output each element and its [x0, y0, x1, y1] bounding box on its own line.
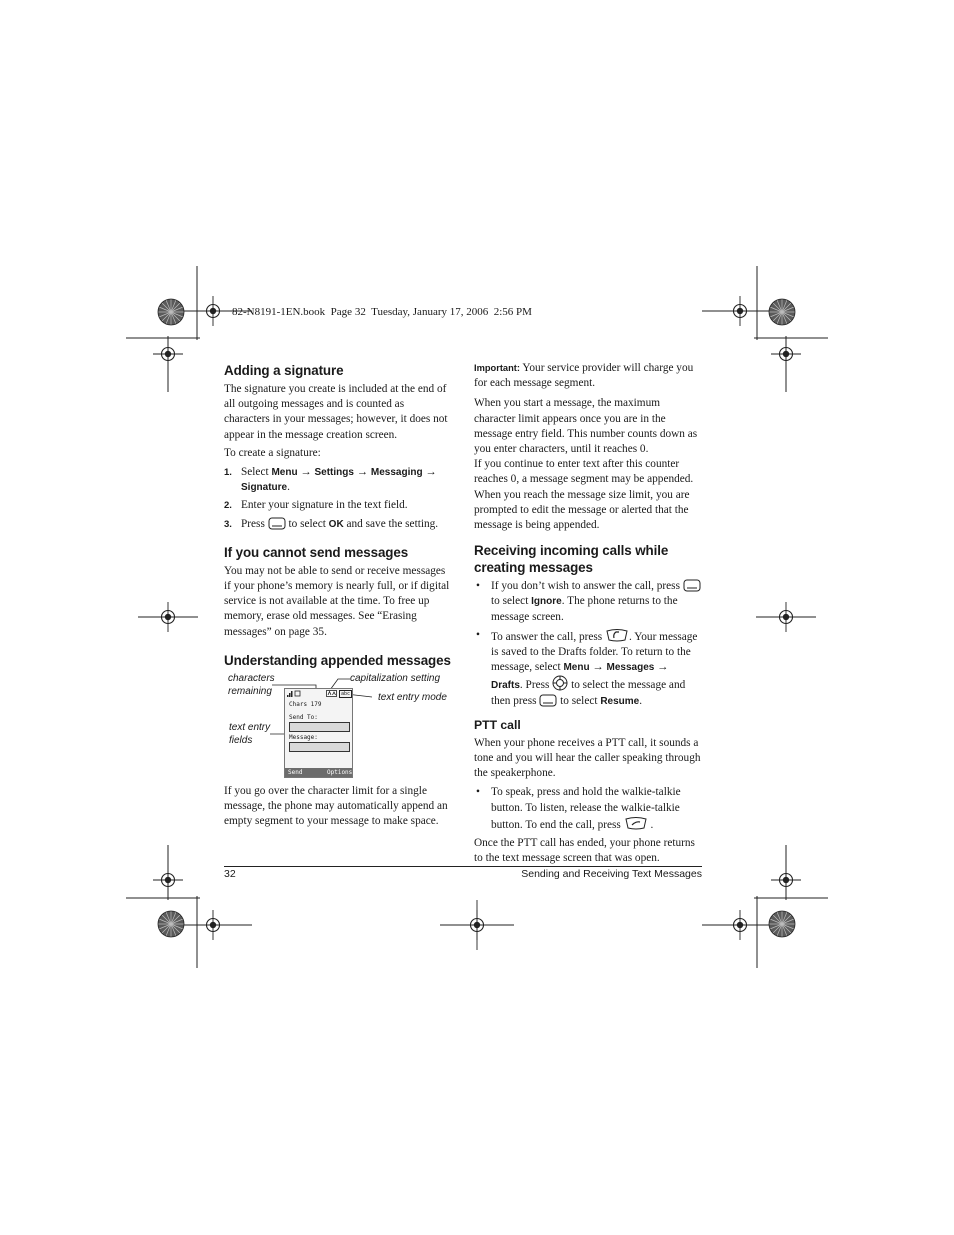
limit-text-1: When you start a message, the maximum character limit appears once you are in the message entry field. This number counts down as you enter characters, until it reaches 0. — [474, 397, 698, 456]
footer-chapter: Sending and Receiving Text Messages — [521, 868, 702, 880]
cannot-send-heading: If you cannot send messages — [224, 544, 409, 560]
callout-capitalization: capitalization setting — [350, 673, 441, 684]
phone-screen — [284, 688, 353, 778]
signature-create-lead: To create a signature: — [224, 446, 321, 459]
callout-text-entry-mode: text entry mode — [378, 692, 447, 703]
send-key-icon — [605, 628, 629, 643]
text-mode-badge: abc — [341, 691, 351, 697]
step-2: 2. Enter your signature in the text field. — [224, 499, 408, 512]
step-1: 1. Select Menu → Settings → Messaging → Signature. — [224, 466, 437, 494]
callout-characters-remaining: characters remaining — [228, 673, 275, 697]
signal-icon — [287, 690, 303, 697]
appended-text: If you go over the character limit for a single message, the phone may automatically append an empty segment to your message to make space. — [224, 785, 448, 828]
important-note: Important: Your service provider will charge you for each message segment. — [474, 362, 694, 390]
footer-page-number: 32 — [224, 868, 236, 880]
print-header: 82-N8191-1EN.book Page 32 Tuesday, January 17, 2006 2:56 PM — [232, 306, 532, 318]
signature-intro: The signature you create is included at the end of all outgoing messages and is counted as characters in your messages; however, it does not appear in the message creation screen. — [224, 383, 448, 441]
signature-heading: Adding a signature — [224, 363, 344, 378]
ptt-bullets — [474, 785, 702, 833]
cannot-send-text: You may not be able to send or receive messages if your phone’s memory is nearly full, or if digital service is not available at the time. To free up memory, erase old messages. See “Erasing messages” on page 35. — [224, 564, 450, 638]
softkey-send[interactable]: Send — [288, 769, 303, 776]
softkey-icon — [683, 579, 701, 592]
bullet-ignore: • If you don’t wish to answer the call, press to select Ignore. The phone returns to the message screen. — [474, 579, 702, 625]
step-3: 3. Press to select OK and save the setting. — [224, 517, 439, 530]
footer-rule — [224, 866, 702, 867]
nav-key-icon — [552, 675, 568, 691]
ptt-heading: PTT call — [474, 717, 521, 732]
screen-chars: Chars 179 — [289, 701, 322, 708]
screen-sendto-label: Send To: — [289, 714, 318, 721]
incoming-heading: Receiving incoming calls while creating messages — [474, 543, 669, 576]
ptt-text: When your phone receives a PTT call, it sounds a tone and you will hear the caller speaking through the speakerphone. — [474, 736, 701, 780]
right-column — [474, 361, 702, 866]
callout-text-entry-fields: text entry fields — [229, 722, 271, 746]
softkey-icon — [539, 694, 557, 707]
end-key-icon — [624, 816, 648, 831]
ptt-end-text: Once the PTT call has ended, your phone returns to the text message screen that was open. — [474, 837, 695, 865]
incoming-bullets — [474, 579, 702, 709]
capitalization-icon — [326, 690, 337, 697]
limit-text-2: If you continue to enter text after this counter reaches 0, a message segment may be appended. When you reach the message size limit, you are prompted to edit the message or alerted that the message is being appended. — [474, 458, 694, 532]
bullet-ptt: • To speak, press and hold the walkie-talkie button. To listen, release the walkie-talkie button. To end the call, press . — [476, 786, 681, 831]
appended-heading: Understanding appended messages — [224, 652, 451, 668]
bullet-answer: • To answer the call, press . Your message is saved to the Drafts folder. To return to the message, select Menu → Messages → Drafts. Press to select the message and then press to select Resume. — [476, 628, 698, 707]
message-field[interactable] — [289, 742, 350, 752]
important-label: Important: — [474, 363, 520, 373]
screen-message-label: Message: — [289, 734, 318, 741]
softkey-options[interactable]: Options — [327, 769, 353, 776]
sendto-field[interactable] — [289, 722, 350, 732]
